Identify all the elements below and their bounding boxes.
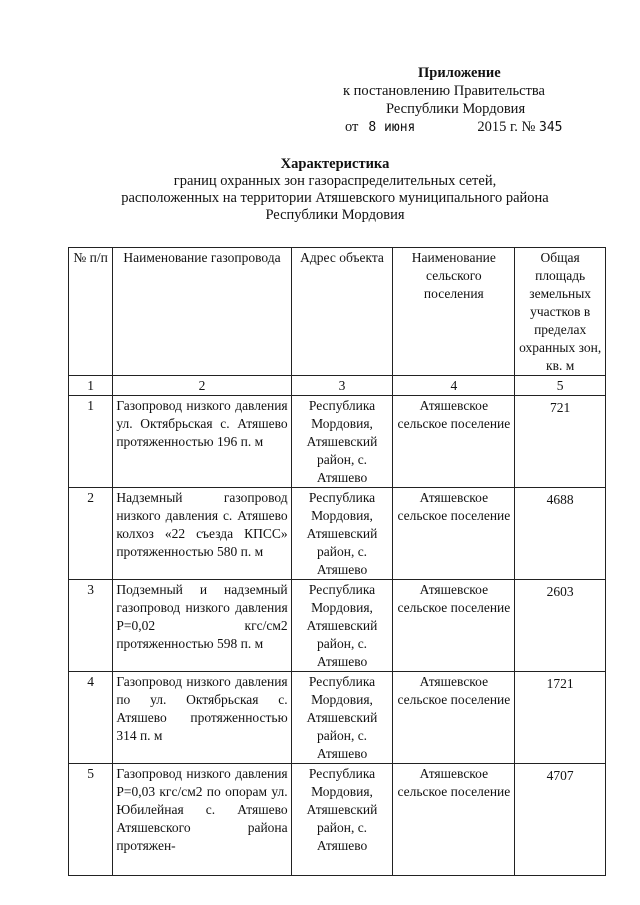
column-number: 2: [113, 376, 291, 396]
row-number: 3: [69, 580, 113, 672]
settlement-name: Атяшевское сельское поселение: [393, 488, 515, 580]
column-number: 5: [515, 376, 606, 396]
settlement-name: Атяшевское сельское поселение: [393, 580, 515, 672]
pipeline-name: Газопровод низкого давления ул. Октябрьская с. Атяшево протяженностью 196 п. м: [113, 396, 291, 488]
pipeline-name: Подземный и надземный газопровод низкого давления Р=0,02 кгс/см2 протяженностью 598 п. м: [113, 580, 291, 672]
handwritten-day: 8 июня: [368, 120, 416, 135]
column-numbers-row: [69, 376, 606, 396]
heading-title: Характеристика: [280, 156, 390, 172]
table-row: [69, 672, 606, 764]
header-settlement: Наименование сельского поселения: [393, 248, 515, 376]
row-number: 1: [69, 396, 113, 488]
header-pipeline-name: Наименование газопровода: [113, 248, 291, 376]
heading-line-3: расположенных на территории Атяшевского муниципального района: [121, 190, 549, 206]
table-row: [69, 488, 606, 580]
settlement-name: Атяшевское сельское поселение: [393, 764, 515, 876]
area-value: 721: [515, 396, 606, 488]
attachment-title: Приложение: [418, 65, 501, 81]
settlement-name: Атяшевское сельское поселение: [393, 672, 515, 764]
settlement-name: Атяшевское сельское поселение: [393, 396, 515, 488]
area-value: 4707: [515, 764, 606, 876]
header-area: Общая площадь земельных участков в пределах охранных зон, кв. м: [515, 248, 606, 376]
pipeline-name: Газопровод низкого давления Р=0,03 кгс/см2 по опорам ул. Юбилейная с. Атяшево Атяшевского района протяжен-: [113, 764, 291, 876]
handwritten-number: 345: [539, 120, 563, 135]
row-number: 5: [69, 764, 113, 876]
attachment-line-3: Республики Мордовия: [386, 101, 526, 117]
gas-pipeline-table: [68, 247, 606, 876]
object-address: Республика Мордовия, Атяшевский район, с. Атяшево: [291, 764, 393, 876]
attachment-line-2: к постановлению Правительства: [343, 83, 545, 99]
attachment-date-line: [300, 118, 600, 137]
table-row: [69, 580, 606, 672]
pipeline-name: Газопровод низкого давления по ул. Октябрьская с. Атяшево протяженностью 314 п. м: [113, 672, 291, 764]
column-number: 4: [393, 376, 515, 396]
table-row: [69, 764, 606, 876]
object-address: Республика Мордовия, Атяшевский район, с. Атяшево: [291, 396, 393, 488]
header-number: № п/п: [69, 248, 113, 376]
column-number: 3: [291, 376, 393, 396]
attachment-block: [300, 64, 600, 137]
header-address: Адрес объекта: [291, 248, 393, 376]
pipeline-name: Надземный газопровод низкого давления с. Атяшево колхоз «22 съезда КПСС» протяженностью 580 п. м: [113, 488, 291, 580]
object-address: Республика Мордовия, Атяшевский район, с. Атяшево: [291, 672, 393, 764]
heading-line-4: Республики Мордовия: [265, 207, 405, 223]
heading-line-2: границ охранных зон газораспределительных сетей,: [173, 173, 497, 189]
year-label: 2015 г. №: [477, 119, 536, 135]
from-label: от: [345, 119, 359, 135]
object-address: Республика Мордовия, Атяшевский район, с. Атяшево: [291, 580, 393, 672]
document-heading: [60, 156, 610, 224]
row-number: 4: [69, 672, 113, 764]
area-value: 1721: [515, 672, 606, 764]
table-row: [69, 396, 606, 488]
table-header-row: [69, 248, 606, 376]
area-value: 2603: [515, 580, 606, 672]
object-address: Республика Мордовия, Атяшевский район, с. Атяшево: [291, 488, 393, 580]
column-number: 1: [69, 376, 113, 396]
row-number: 2: [69, 488, 113, 580]
area-value: 4688: [515, 488, 606, 580]
